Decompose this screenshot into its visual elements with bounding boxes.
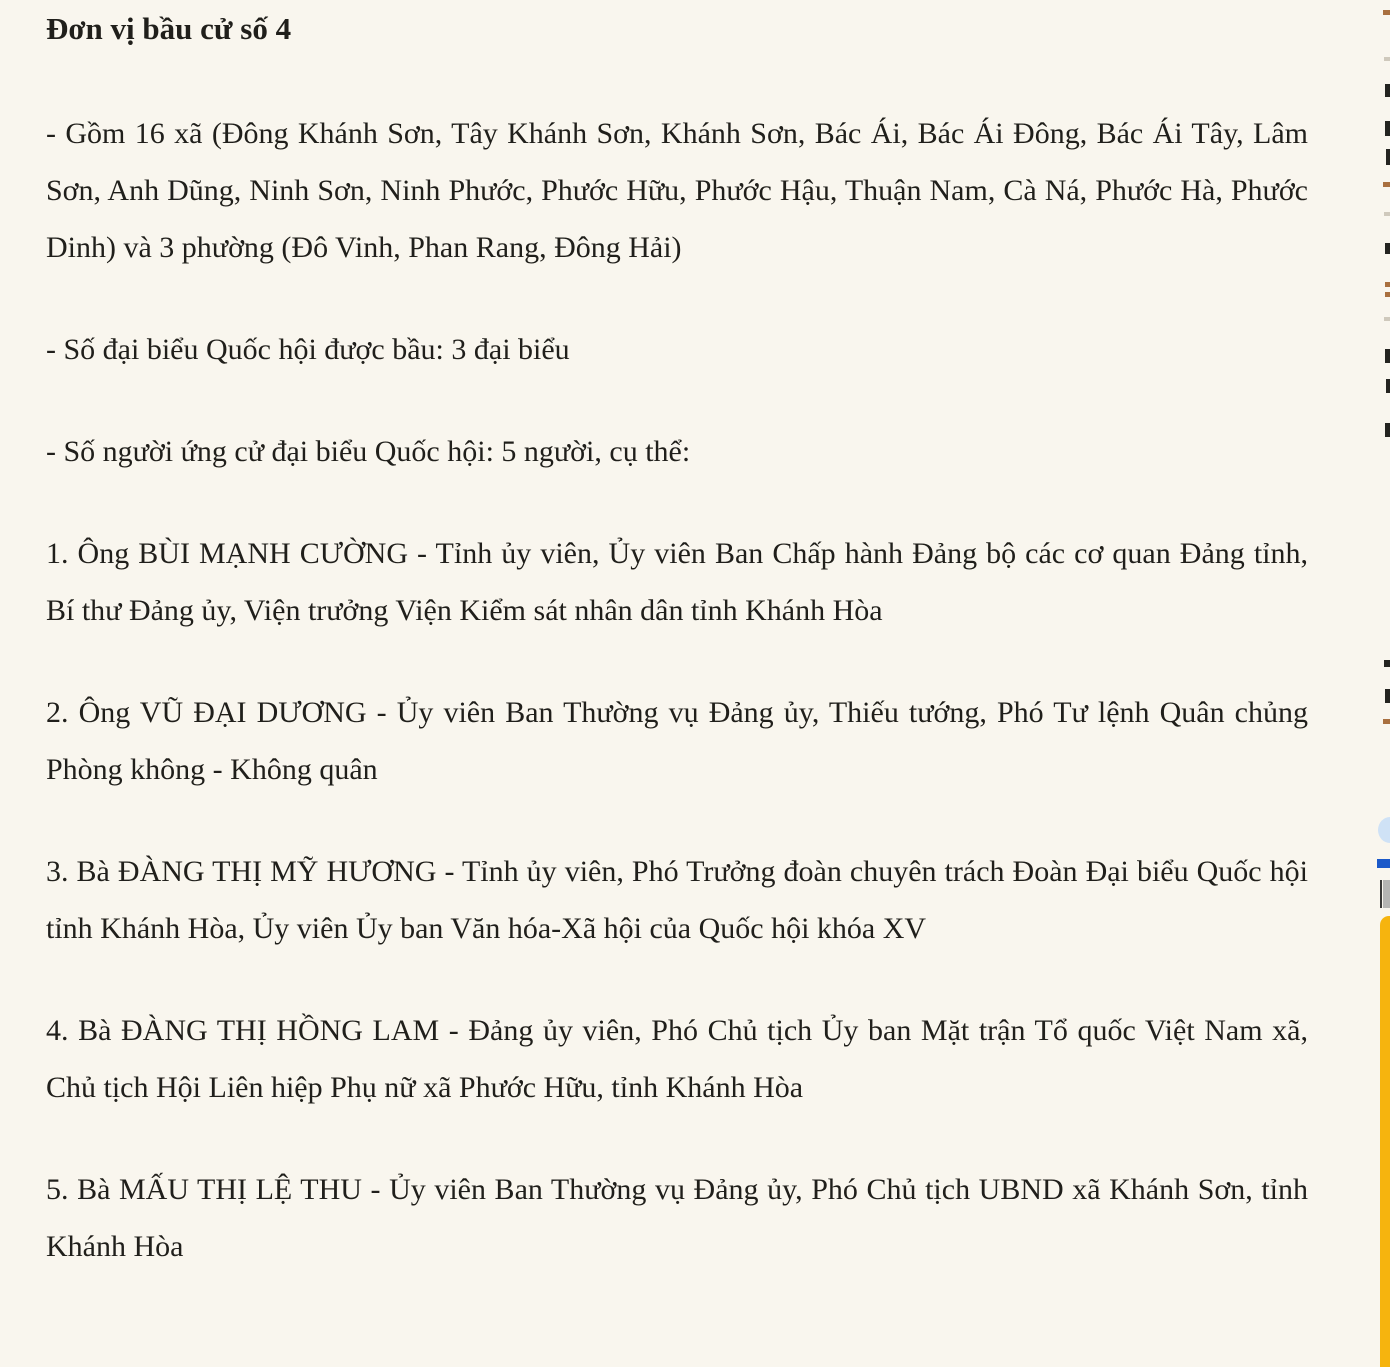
text-fragment <box>1385 689 1390 703</box>
paragraph-seat-count: - Số đại biểu Quốc hội được bầu: 3 đại biểu <box>46 333 570 366</box>
text-fragment <box>1384 57 1390 61</box>
image-edge-fragment <box>1380 880 1382 908</box>
paragraph-candidate-3: 3. Bà ĐÀNG THỊ MỸ HƯƠNG - Tỉnh ủy viên, Phó Trưởng đoàn chuyên trách Đoàn Đại biểu Quốc hội tỉnh Khánh Hòa, Ủy viên Ủy ban Văn hóa-Xã hội của Quốc hội khóa XV <box>46 855 1308 945</box>
paragraph-candidate-5: 5. Bà MẤU THỊ LỆ THU - Ủy viên Ban Thường vụ Đảng ủy, Phó Chủ tịch UBND xã Khánh Sơn, tỉnh Khánh Hòa <box>46 1173 1308 1263</box>
article-heading: Đơn vị bầu cử số 4 <box>46 11 292 46</box>
text-fragment <box>1385 349 1390 363</box>
text-fragment <box>1385 243 1390 254</box>
text-fragment <box>1384 212 1390 216</box>
paragraph-candidate-1: 1. Ông BÙI MẠNH CƯỜNG - Tỉnh ủy viên, Ủy viên Ban Chấp hành Đảng bộ các cơ quan Đảng tỉnh, Bí thư Đảng ủy, Viện trưởng Viện Kiểm sát nhân dân tỉnh Khánh Hòa <box>46 537 1308 627</box>
text-fragment <box>1386 149 1390 165</box>
text-fragment <box>1385 282 1390 287</box>
text-fragment <box>1383 10 1390 15</box>
paragraph-candidate-4: 4. Bà ĐÀNG THỊ HỒNG LAM - Đảng ủy viên, Phó Chủ tịch Ủy ban Mặt trận Tổ quốc Việt Nam xã, Chủ tịch Hội Liên hiệp Phụ nữ xã Phước Hữu, tỉnh Khánh Hòa <box>46 1014 1308 1104</box>
text-fragment <box>1385 292 1390 297</box>
article-body <box>46 8 1308 1320</box>
text-fragment <box>1385 121 1390 136</box>
avatar-fragment <box>1378 817 1390 843</box>
paragraph-candidate-2: 2. Ông VŨ ĐẠI DƯƠNG - Ủy viên Ban Thường vụ Đảng ủy, Thiếu tướng, Phó Tư lệnh Quân chủng Phòng không - Không quân <box>46 696 1308 786</box>
text-fragment <box>1385 423 1390 437</box>
paragraph-communes: - Gồm 16 xã (Đông Khánh Sơn, Tây Khánh Sơn, Khánh Sơn, Bác Ái, Bác Ái Đông, Bác Ái Tây, Lâm Sơn, Anh Dũng, Ninh Sơn, Ninh Phước, Phước Hữu, Phước Hậu, Thuận Nam, Cà Ná, Phước Hà, Phước Dinh) và 3 phường (Đô Vinh, Phan Rang, Đông Hải) <box>46 117 1308 264</box>
text-fragment <box>1383 182 1390 187</box>
text-fragment <box>1384 660 1390 667</box>
paragraph-candidate-count: - Số người ứng cử đại biểu Quốc hội: 5 người, cụ thể: <box>46 435 691 468</box>
text-fragment <box>1384 317 1390 321</box>
image-fragment <box>1383 880 1390 908</box>
text-fragment <box>1386 379 1390 393</box>
text-fragment <box>1385 84 1390 97</box>
gold-bar-fragment <box>1380 916 1390 1367</box>
text-fragment <box>1383 719 1390 724</box>
link-icon-fragment <box>1377 859 1390 868</box>
